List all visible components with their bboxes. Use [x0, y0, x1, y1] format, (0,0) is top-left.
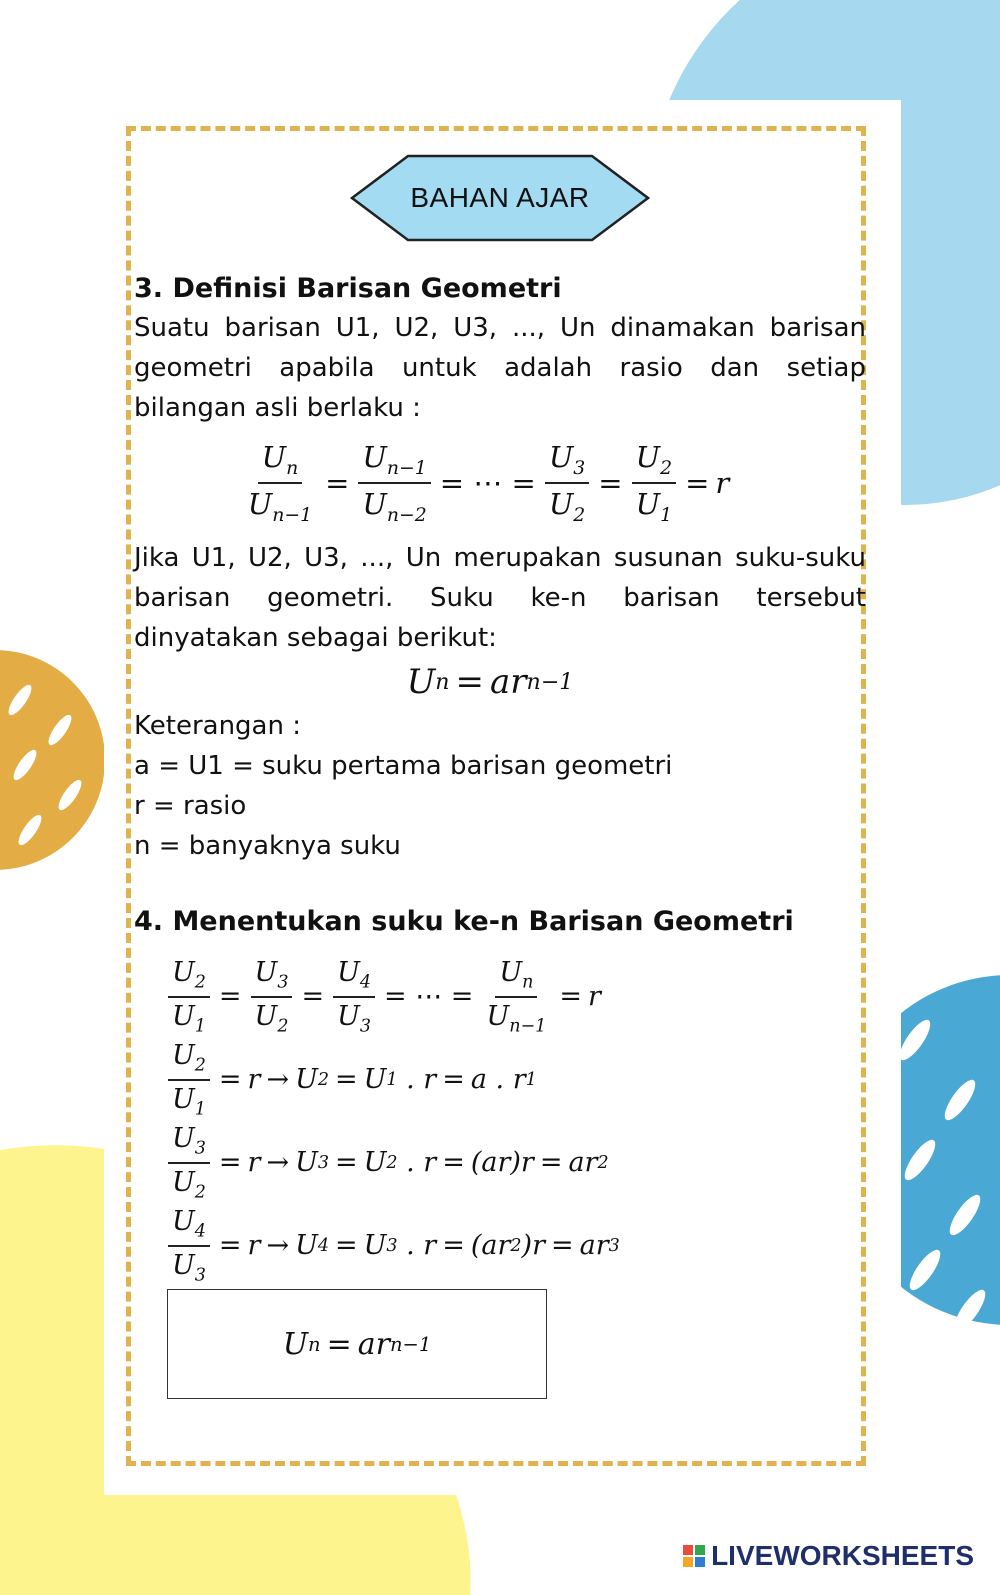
- liveworksheets-watermark: [683, 1540, 974, 1572]
- keterangan-item: a = U1 = suku pertama barisan geometri: [134, 751, 673, 781]
- result-formula-box: U n = ar n−1: [167, 1289, 547, 1399]
- derivation-line-3: $\frac{U_3}{U_2}$ = r → U 3 = U 2 . r = (ar)r = ar 2: [165, 1121, 620, 1204]
- keterangan-title: Keterangan :: [134, 711, 301, 741]
- nth-term-formula: U n = ar n−1: [406, 662, 574, 702]
- watermark-text: LIVEWORKSHEETS: [711, 1540, 974, 1571]
- section-4-title: 4. Menentukan suku ke-n Barisan Geometri: [134, 906, 794, 937]
- derivation-line-2: $\frac{U_2}{U_1}$ = r → U 2 = U 1 . r = a . r 1: [165, 1038, 620, 1121]
- keterangan-item: r = rasio: [134, 791, 247, 821]
- orange-dotted-blob: [0, 650, 105, 870]
- keterangan-item: n = banyaknya suku: [134, 831, 401, 861]
- liveworksheets-logo-icon: [683, 1545, 705, 1567]
- section-3: [134, 270, 866, 866]
- section-3-explanation: Jika U1, U2, U3, ..., Un merupakan susunan suku-suku barisan geometri. Suku ke-n barisan tersebut dinyatakan sebagai berikut:: [134, 543, 866, 653]
- banner-title: BAHAN AJAR: [410, 182, 590, 213]
- derivation-line-1: $\frac{U_2}{U_1}$ = $\frac{U_3}{U_2}$ = $\frac{U_4}{U_3}$ = ⋯ = $\frac{U_n}{U_{n-1}}$ = r: [165, 955, 620, 1038]
- derivation-line-4: $\frac{U_4}{U_3}$ = r → U 4 = U 3 . r = (ar 2 )r = ar 3: [165, 1204, 620, 1287]
- ratio-formula: $\frac{U_n}{U_{n-1}}$ = $\frac{U_{n-1}}{U_{n-2}}$ = ⋯ = $\frac{U_3}{U_2}$ = $\frac{U_2}{U_1}$ = r: [247, 440, 730, 526]
- derivation: [165, 955, 620, 1287]
- section-4: [134, 903, 866, 941]
- section-3-title: 3. Definisi Barisan Geometri: [134, 273, 562, 304]
- section-3-intro: Suatu barisan U1, U2, U3, ..., Un dinamakan barisan geometri apabila untuk adalah rasio dan setiap bilangan asli berlaku :: [134, 313, 866, 423]
